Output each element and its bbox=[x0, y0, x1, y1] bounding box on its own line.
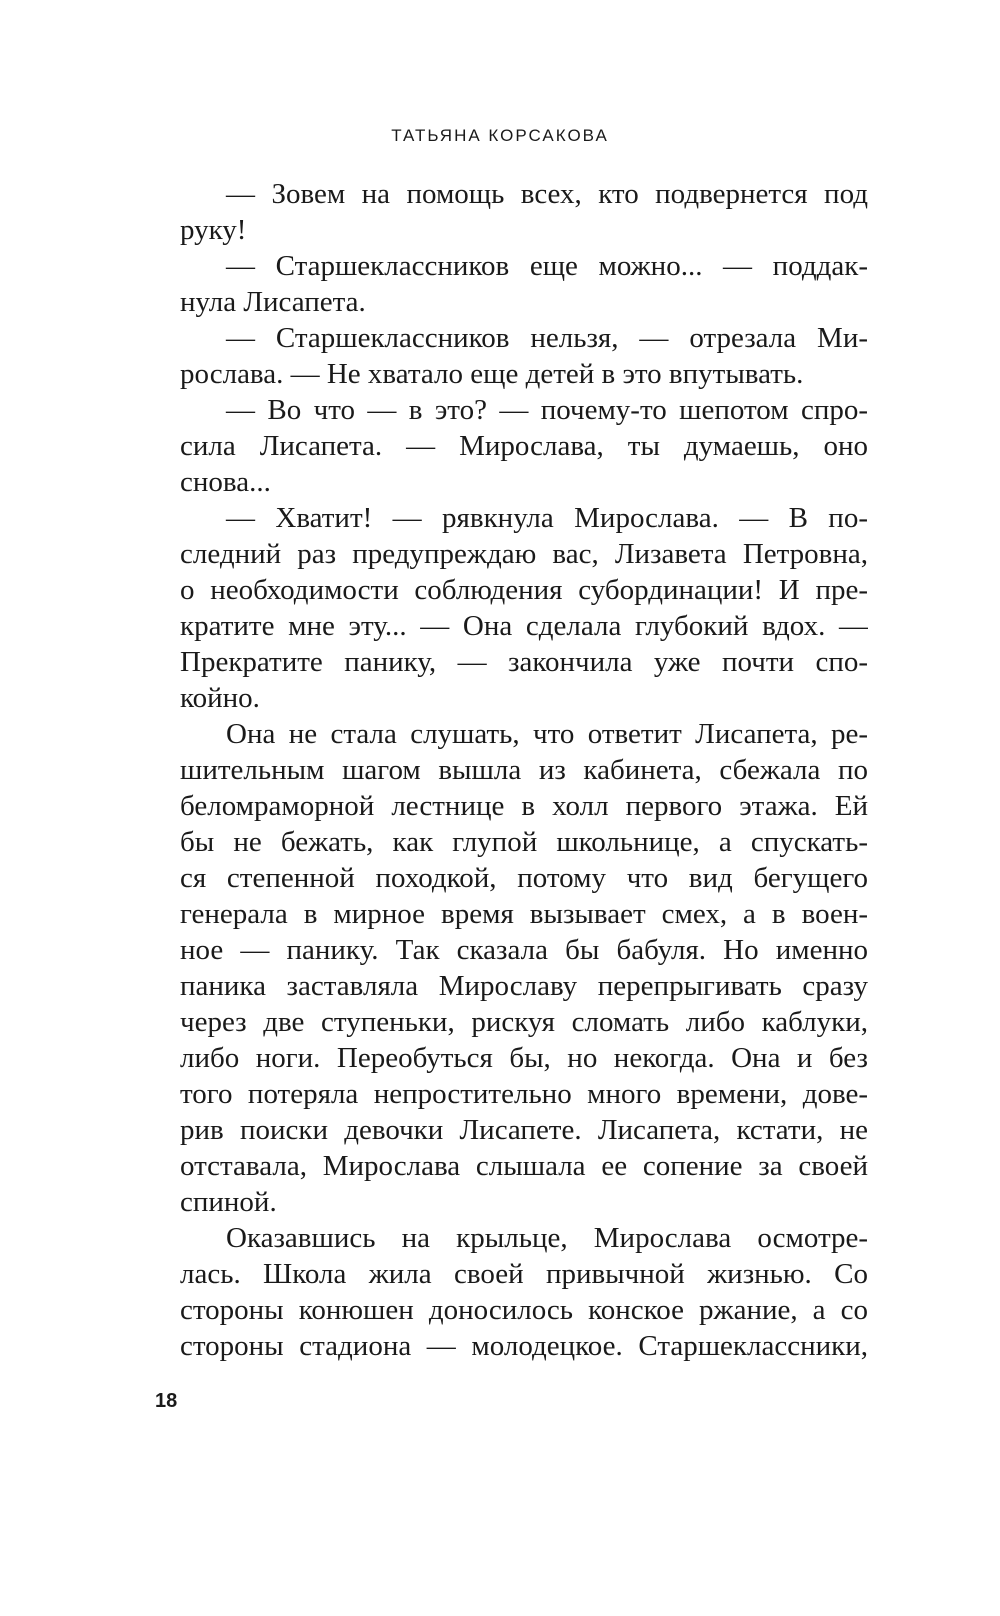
text-line: Оказавшись на крыльце, Мирослава осмотре- bbox=[226, 1222, 868, 1254]
text-line: спиной. bbox=[180, 1186, 277, 1218]
text-line: паника заставляла Мирославу перепрыгивать сразу bbox=[180, 970, 868, 1002]
text-line: либо ноги. Переобуться бы, но некогда. Она и без bbox=[180, 1042, 868, 1074]
text-line: Прекратите панику, — закончила уже почти спо- bbox=[180, 646, 868, 678]
page-number: 18 bbox=[155, 1390, 178, 1412]
text-line: ся степенной походкой, потому что вид бегущего bbox=[180, 862, 868, 894]
body-text bbox=[180, 176, 868, 1364]
text-line: — Старшеклассников нельзя, — отрезала Ми- bbox=[226, 322, 868, 354]
text-line: бы не бежать, как глупой школьнице, а спускать- bbox=[180, 826, 868, 858]
text-line: того потеряла непростительно много времени, дове- bbox=[180, 1078, 868, 1110]
text-line: шительным шагом вышла из кабинета, сбежала по bbox=[180, 754, 868, 786]
text-line: — Во что — в это? — почему-то шепотом спро- bbox=[226, 394, 868, 426]
text-line: беломраморной лестнице в холл первого этажа. Ей bbox=[180, 790, 868, 822]
text-line: — Старшеклассников еще можно... — поддак- bbox=[226, 250, 868, 282]
text-line: сила Лисапета. — Мирослава, ты думаешь, оно bbox=[180, 430, 868, 462]
text-line: генерала в мирное время вызывает смех, а в воен- bbox=[180, 898, 868, 930]
text-line: нула Лисапета. bbox=[180, 286, 366, 318]
text-line: лась. Школа жила своей привычной жизнью. Со bbox=[180, 1258, 868, 1290]
text-line: снова... bbox=[180, 466, 271, 498]
text-line: ное — панику. Так сказала бы бабуля. Но именно bbox=[180, 934, 868, 966]
text-line: Она не стала слушать, что ответит Лисапета, ре- bbox=[226, 718, 868, 750]
text-line: следний раз предупреждаю вас, Лизавета Петровна, bbox=[180, 538, 868, 570]
text-line: стороны стадиона — молодецкое. Старшеклассники, bbox=[180, 1330, 868, 1362]
running-head-author: ТАТЬЯНА КОРСАКОВА bbox=[391, 126, 609, 145]
text-line: отставала, Мирослава слышала ее сопение за своей bbox=[180, 1150, 868, 1182]
text-line: койно. bbox=[180, 682, 260, 714]
text-line: рослава. — Не хватало еще детей в это впутывать. bbox=[180, 358, 804, 390]
text-line: стороны конюшен доносилось конское ржание, а со bbox=[180, 1294, 868, 1326]
text-line: — Зовем на помощь всех, кто подвернется под bbox=[226, 178, 868, 210]
text-line: руку! bbox=[180, 214, 247, 246]
text-line: через две ступеньки, рискуя сломать либо каблуки, bbox=[180, 1006, 868, 1038]
text-line: — Хватит! — рявкнула Мирослава. — В по- bbox=[226, 502, 868, 534]
text-line: рив поиски девочки Лисапете. Лисапета, кстати, не bbox=[180, 1114, 868, 1146]
text-line: о необходимости соблюдения субординации! И пре- bbox=[180, 574, 868, 606]
text-line: кратите мне эту... — Она сделала глубокий вдох. — bbox=[180, 610, 868, 642]
